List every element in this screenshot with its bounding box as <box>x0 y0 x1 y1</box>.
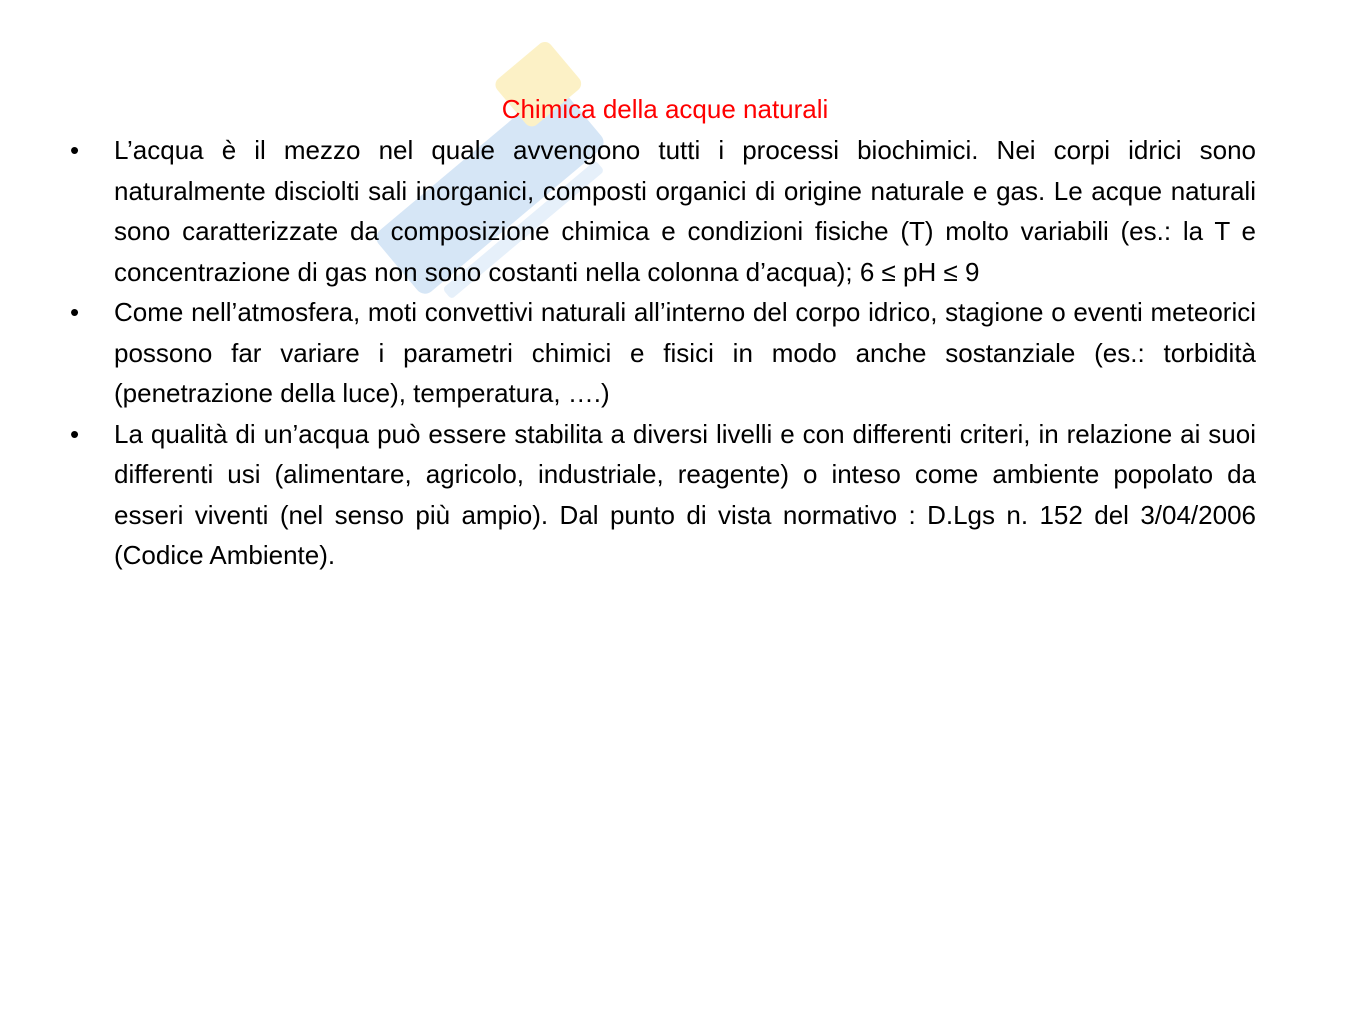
list-item <box>70 292 1256 414</box>
bullet-text: La qualità di un’acqua può essere stabilita a diversi livelli e con differenti criteri, in relazione ai suoi differenti usi (alimentare, agricolo, industriale, reagente) o inteso come ambiente popolato da esseri viventi (nel senso più ampio). Dal punto di vista normativo : D.Lgs n. 152 del 3/04/2006 (Codice Ambiente). <box>114 418 1256 570</box>
list-item <box>70 414 1256 576</box>
bullet-text: L’acqua è il mezzo nel quale avvengono tutti i processi biochimici. Nei corpi idrici sono naturalmente disciolti sali inorganici, composti organici di origine naturale e gas. Le acque naturali sono caratterizzate da composizione chimica e condizioni fisiche (T) molto variabili (es.: la T e concentrazione di gas non sono costanti nella colonna d’acqua); 6 ≤ pH ≤ 9 <box>114 135 1256 287</box>
bullet-dot-icon: • <box>70 297 80 327</box>
list-item <box>70 130 1256 292</box>
bullet-text: Come nell’atmosfera, moti convettivi naturali all’interno del corpo idrico, stagione o eventi meteorici possono far variare i parametri chimici e fisici in modo anche sostanziale (es.: torbidità (penetrazione della luce), temperatura, ….) <box>114 297 1256 408</box>
slide-title: Chimica della acque naturali <box>501 94 829 124</box>
bullet-dot-icon: • <box>70 135 80 165</box>
bullet-list <box>70 130 1256 576</box>
bullet-dot-icon: • <box>70 418 80 449</box>
